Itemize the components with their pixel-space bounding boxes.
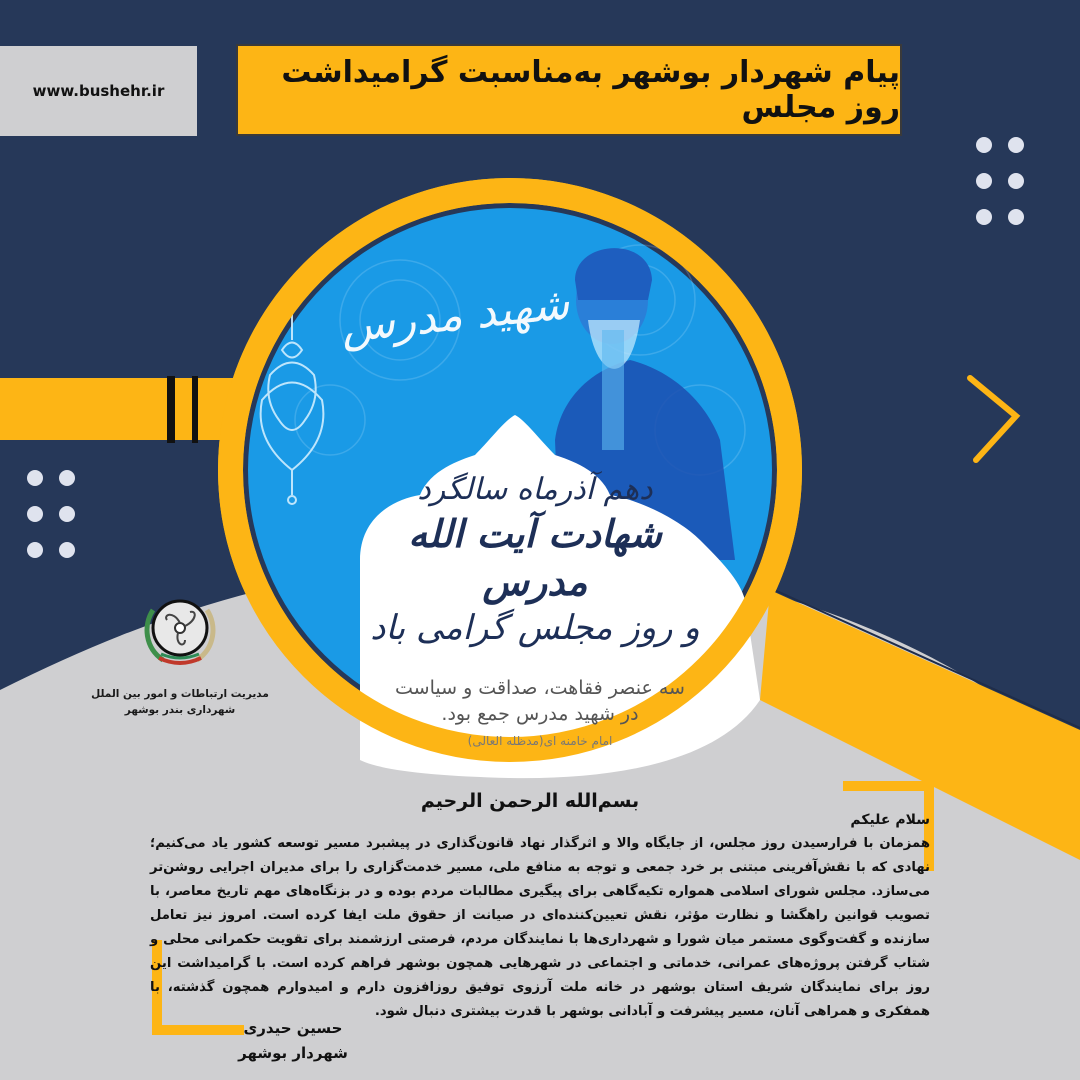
calligraphy-line: دهم آذرماه سالگرد	[417, 472, 653, 507]
organization-block	[70, 590, 290, 718]
message-body	[150, 808, 930, 1024]
calligraphy-title: شهید مدرس	[338, 278, 572, 353]
organization-subtitle: شهرداری بندر بوشهر	[124, 704, 236, 716]
municipality-emblem-icon	[135, 590, 225, 670]
website-url[interactable]: www.bushehr.ir	[0, 46, 197, 136]
greeting: سلام علیکم	[850, 812, 930, 828]
chevron-right-icon	[964, 370, 1024, 470]
organization-name: مدیریت ارتباطات و امور بین الملل	[91, 688, 269, 700]
quote-line: سه عنصر فقاهت، صداقت و سیاست	[395, 677, 685, 699]
page-title: پیام شهردار بوشهر به‌مناسبت گرامیداشت روز مجلس	[236, 44, 902, 136]
dot-grid-icon	[27, 470, 75, 558]
dot-grid-icon	[976, 137, 1024, 225]
bismillah-heading: بسم‌الله الرحمن الرحیم	[420, 790, 640, 812]
calligraphy-line: و روز مجلس گرامی باد	[370, 608, 700, 648]
signature-title: شهردار بوشهر	[238, 1044, 348, 1062]
quote-attribution: امام خامنه ای(مدظله العالی)	[467, 734, 613, 748]
signature-name: حسین حیدری	[243, 1019, 343, 1037]
signature	[238, 1016, 348, 1066]
message-paragraph: همزمان با فرارسیدن روز مجلس، از جایگاه والا و اثرگذار نهاد قانون‌گذاری در پیشبرد مسیر توسعه کشور یاد می‌کنیم؛ نهادی که با نقش‌آفرینی مبتنی بر خرد جمعی و توجه به منافع ملی، مسیر خدمت‌گزاری را برای مدیران اجرایی روشن‌تر می‌سازد. مجلس شورای اسلامی همواره تکیه‌گاهی برای پیگیری مطالبات مردم بوده و در بزنگاه‌های مهم تاریخ معاصر، با تصویب قوانین راهگشا و نظارت مؤثر، نقش تعیین‌کننده‌ای در صیانت از حقوق ملت ایفا کرده است. امروز نیز تعامل سازنده و گفت‌وگوی مستمر میان شورا و شهرداری‌ها با نمایندگان مردم، فرصتی ارزشمند برای تقویت حکمرانی محلی و شتاب گرفتن پروژه‌های عمرانی، خدماتی و اجتماعی در شهرهایی همچون بوشهر فراهم کرده است. با گرامیداشت این روز برای نمایندگان شریف استان بوشهر در خانه ملت آرزوی توفیق روزافزون دارم و امیدوارم همچون گذشته، با همفکری و همراهی آنان، مسیر پیشرفت و آبادانی بوشهر با قدرت بیشتری دنبال شود.	[150, 836, 930, 1019]
calligraphy-line: شهادت آیت الله مدرس	[408, 511, 662, 604]
quote-line: در شهید مدرس جمع بود.	[441, 703, 639, 725]
